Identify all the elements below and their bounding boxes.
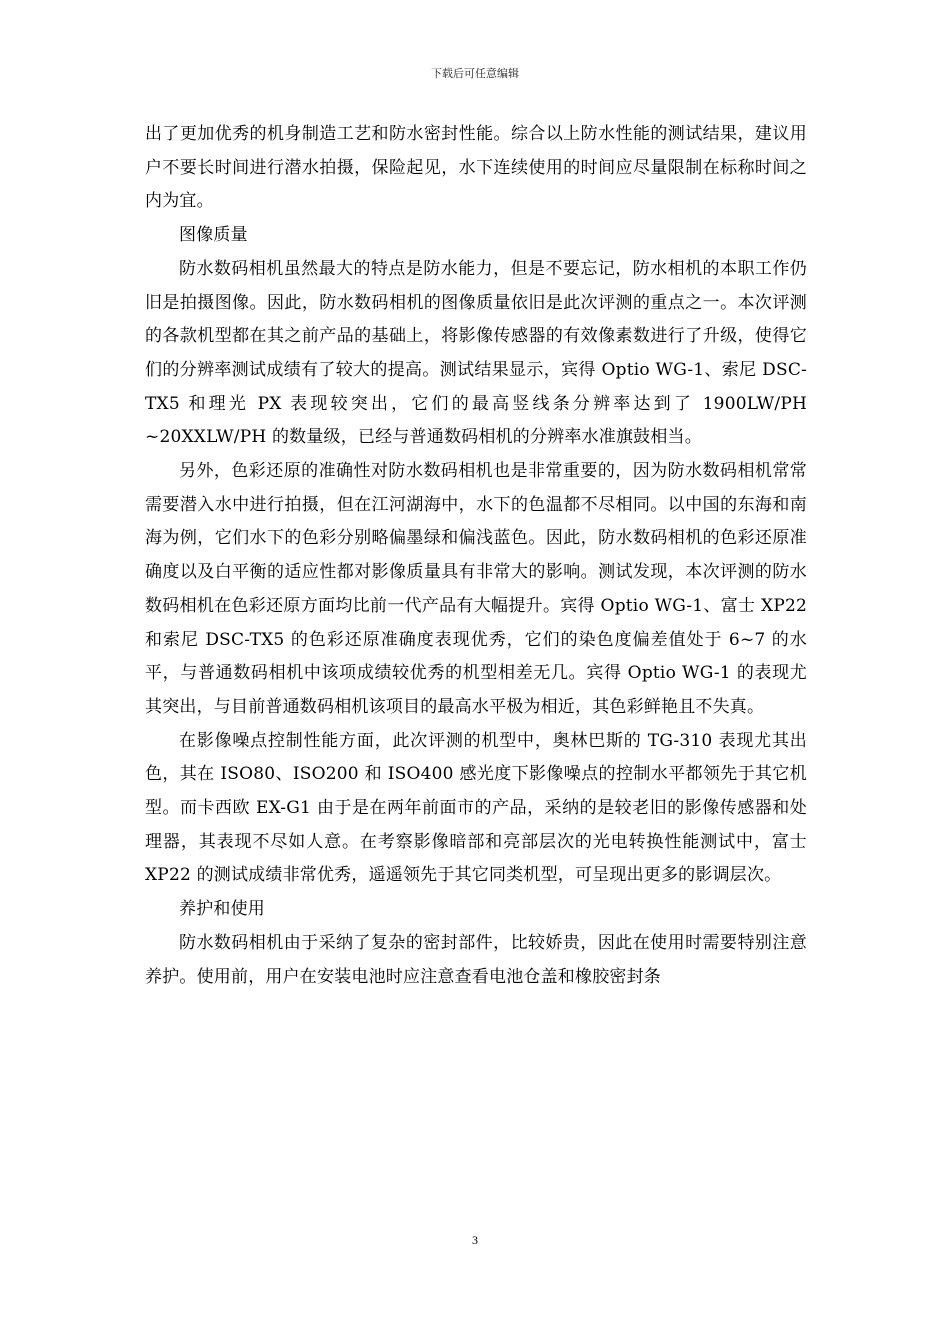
page-number: 3	[472, 1233, 478, 1247]
paragraph-care: 防水数码相机由于采纳了复杂的密封部件，比较娇贵，因此在使用时需要特别注意养护。使用前，用户在安装电池时应注意查看电池仓盖和橡胶密封条	[145, 932, 807, 987]
document-body	[145, 118, 807, 994]
paragraph-resolution: 防水数码相机虽然最大的特点是防水能力，但是不要忘记，防水相机的本职工作仍旧是拍摄图像。因此，防水数码相机的图像质量依旧是此次评测的重点之一。本次评测的各款机型都在其之前产品的基础上，将影像传感器的有效像素数进行了升级，使得它们的分辨率测试成绩有了较大的提高。测试结果显示，宾得 Optio WG-1、索尼 DSC-TX5 和理光 PX 表现较突出，它们的最高竖线条分辨率达到了 1900LW/PH ~20XXLW/PH 的数量级，已经与普通数码相机的分辨率水准旗鼓相当。	[145, 258, 807, 448]
page-header: 下载后可任意编辑	[431, 67, 519, 80]
paragraph-noise-control: 在影像噪点控制性能方面，此次评测的机型中，奥林巴斯的 TG-310 表现尤其出色，其在 ISO80、ISO200 和 ISO400 感光度下影像噪点的控制水平都领先于其它机型。而卡西欧 EX-G1 由于是在两年前面市的产品，采纳的是较老旧的影像传感器和处理器，其表现不尽如人意。在考察影像暗部和亮部层次的光电转换性能测试中，富士 XP22 的测试成绩非常优秀，遥遥领先于其它同类机型，可呈现出更多的影调层次。	[145, 730, 807, 886]
section-heading-care-and-use: 养护和使用	[179, 899, 265, 920]
section-heading-image-quality: 图像质量	[179, 225, 248, 246]
paragraph-color-accuracy: 另外，色彩还原的准确性对防水数码相机也是非常重要的，因为防水数码相机常常需要潜入水中进行拍摄，但在江河湖海中，水下的色温都不尽相同。以中国的东海和南海为例，它们水下的色彩分别略偏墨绿和偏浅蓝色。因此，防水数码相机的色彩还原准确度以及白平衡的适应性都对影像质量具有非常大的影响。测试发现，本次评测的防水数码相机在色彩还原方面均比前一代产品有大幅提升。宾得 Optio WG-1、富士 XP22 和索尼 DSC-TX5 的色彩还原准确度表现优秀，它们的染色度偏差值处于 6~7 的水平，与普通数码相机中该项成绩较优秀的机型相差无几。宾得 Optio WG-1 的表现尤其突出，与目前普通数码相机该项目的最高水平极为相近，其色彩鲜艳且不失真。	[145, 461, 807, 717]
paragraph-waterproof-conclusion: 出了更加优秀的机身制造工艺和防水密封性能。综合以上防水性能的测试结果，建议用户不要长时间进行潜水拍摄，保险起见，水下连续使用的时间应尽量限制在标称时间之内为宜。	[145, 124, 807, 212]
